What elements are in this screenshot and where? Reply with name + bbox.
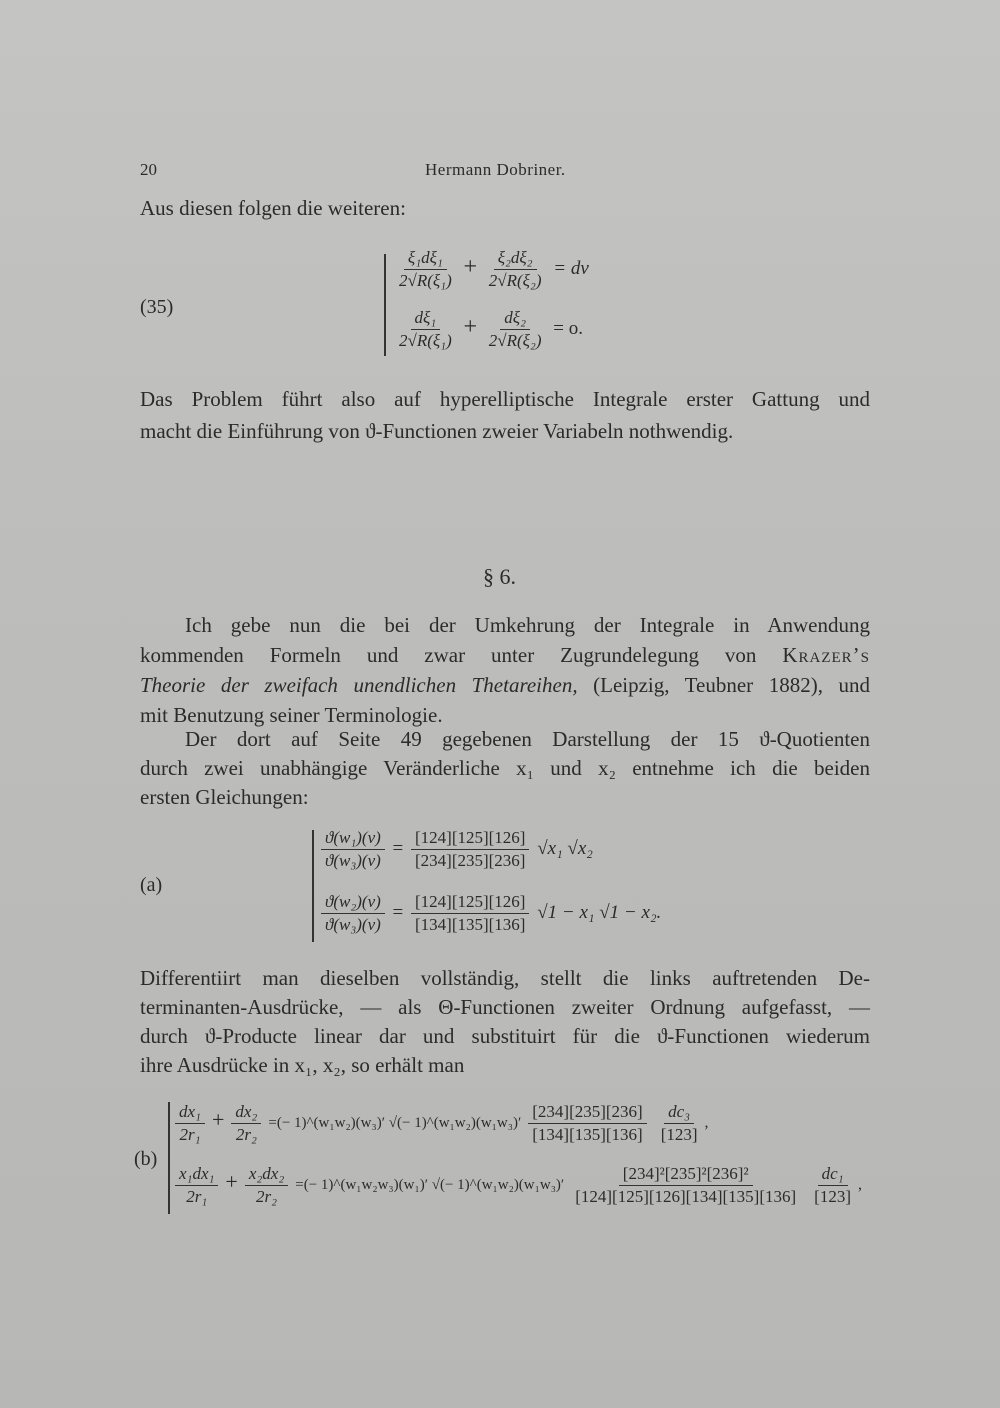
paragraph-3-line-2: durch zwei unabhängige Veränderliche x₁ und x₂ entnehme ich die beiden xyxy=(140,756,870,780)
equation-label-35: (35) xyxy=(140,296,174,318)
paragraph-4-line-1: Differentiirt man dieselben vollständig, stellt die links auftretenden De- xyxy=(140,966,870,990)
page-number: 20 xyxy=(140,160,157,179)
equation-brace xyxy=(312,830,314,942)
intro-line: Aus diesen folgen die weiteren: xyxy=(140,196,406,220)
equation-35-line-2: $\frac{\text{dξ₁}}{\text{2√R(ξ₁)}}$ + $\frac{\text{dξ₂}}{\text{2√R(ξ₂)}}$ = o. xyxy=(399,308,583,350)
equation-a-line-1: $\frac{\text{ϑ(w₁)(v)}}{\text{ϑ(w₃)(v)}}$ = $\frac{[124][125][126]}{[234][235][236]}$ √x₁ √x₂ xyxy=(318,828,593,871)
paragraph-4-line-2: terminanten-Ausdrücke, — als Θ-Functionen zweiter Ordnung aufgefasst, — xyxy=(140,995,870,1019)
paragraph-3-line-3: ersten Gleichungen: xyxy=(140,785,309,809)
running-title: Hermann Dobriner. xyxy=(425,160,566,179)
paragraph-2-line-3: Theorie der zweifach unendlichen Thetareihen, (Leipzig, Teubner 1882), und xyxy=(140,673,870,697)
equation-a-line-2: $\frac{\text{ϑ(w₂)(v)}}{\text{ϑ(w₃)(v)}}$ = $\frac{[124][125][126]}{[134][135][136]}$ √1 − x₁ √1 − x₂. xyxy=(318,892,661,935)
paragraph-3-line-1: Der dort auf Seite 49 gegebenen Darstellung der 15 ϑ-Quotienten xyxy=(185,727,870,751)
equation-b-line-2: $\frac{\text{x₁dx₁}}{\text{2r₁}}$ + $\frac{\text{x₂dx₂}}{\text{2r₂}}$ =(− 1)^(w₁w₂w₃)(w₁)′ √(− 1)^(w₁w₂)(w₁w₃)′ $\frac{\text{[234]²[235]²[236]²}}{[124][125][126][134][135][136]}$ $\frac{\text{dc₁}}{[123]}$ , xyxy=(172,1164,862,1207)
paragraph-4-line-4: ihre Ausdrücke in x₁, x₂, so erhält man xyxy=(140,1053,465,1077)
paragraph-2-line-4: mit Benutzung seiner Terminologie. xyxy=(140,703,443,727)
equation-35-line-1: $\frac{\text{ξ₁dξ₁}}{\text{2√R(ξ₁)}}$ + $\frac{\text{ξ₂dξ₂}}{\text{2√R(ξ₂)}}$ = dv xyxy=(399,248,589,290)
paragraph-4-line-3: durch ϑ-Producte linear dar und substituirt für die ϑ-Functionen wiederum xyxy=(140,1024,870,1048)
paragraph-1-line-2: macht die Einführung von ϑ-Functionen zweier Variabeln nothwendig. xyxy=(140,419,734,443)
equation-brace xyxy=(168,1102,170,1214)
paragraph-2-line-2: kommenden Formeln und zwar unter Zugrundelegung von Krazer’s xyxy=(140,643,871,667)
equation-label-a: (a) xyxy=(140,874,163,896)
paragraph-2-line-1: Ich gebe nun die bei der Umkehrung der Integrale in Anwendung xyxy=(185,613,870,637)
equation-b-line-1: $\frac{\text{dx₁}}{\text{2r₁}}$ + $\frac{\text{dx₂}}{\text{2r₂}}$ =(− 1)^(w₁w₂)(w₃)′ √(− 1)^(w₁w₂)(w₁w₃)′ $\frac{[234][235][236]}{[134][135][136]}$ $\frac{\text{dc₃}}{[123]}$ , xyxy=(172,1102,709,1145)
equation-label-b: (b) xyxy=(134,1148,158,1170)
paragraph-1-line-1: Das Problem führt also auf hyperelliptische Integrale erster Gattung und xyxy=(140,387,870,411)
equation-brace xyxy=(384,254,386,356)
bleed-through: ⠀ xyxy=(790,162,805,184)
section-heading: § 6. xyxy=(483,564,516,589)
